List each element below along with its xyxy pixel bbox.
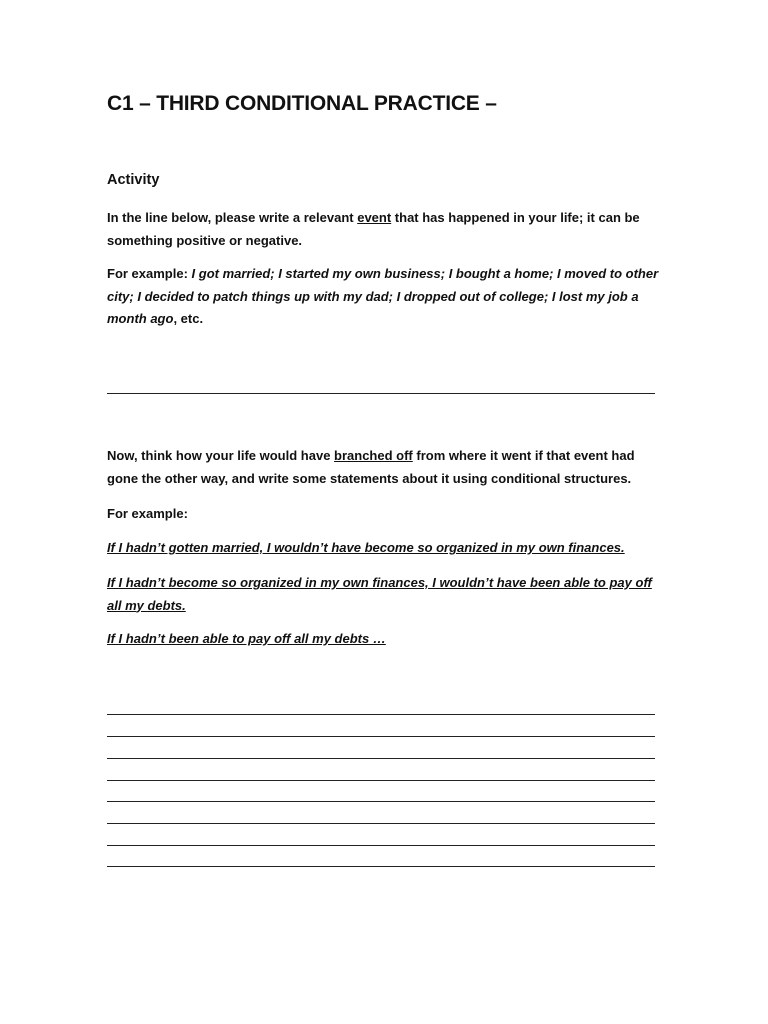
example-sentence-1: If I hadn’t gotten married, I wouldn’t have become so organized in my own finances. (107, 540, 625, 555)
example-events-text: I got married; I started my own business; I bought a home; I moved to other city; I decided to patch things up with my dad; I dropped out of college; I lost my job a month ago (107, 266, 659, 326)
instruction-branch-text-2: from where it went if that event had gone the other way, and write some statements about it using conditional structures. (107, 448, 635, 486)
section-heading: Activity (107, 172, 160, 188)
answer-line-3[interactable] (107, 758, 655, 759)
instruction-branch (107, 445, 667, 490)
page-title: C1 – THIRD CONDITIONAL PRACTICE – (107, 92, 497, 115)
answer-line-4[interactable] (107, 780, 655, 781)
answer-line-6[interactable] (107, 823, 655, 824)
example-sentence-2: If I hadn’t become so organized in my own finances, I wouldn’t have been able to pay off all my debts. (107, 575, 652, 613)
example-events-label: For example: (107, 266, 192, 281)
answer-line-8[interactable] (107, 866, 655, 867)
answer-line-5[interactable] (107, 801, 655, 802)
example-events-tail: , etc. (173, 311, 204, 326)
instruction-event (107, 207, 667, 252)
instruction-branch-keyword: branched off (334, 448, 413, 463)
example-sentence-3: If I hadn’t been able to pay off all my debts … (107, 631, 386, 646)
answer-line-2[interactable] (107, 736, 655, 737)
instruction-event-text-1: In the line below, please write a relevant (107, 210, 358, 225)
answer-line-1[interactable] (107, 714, 655, 715)
instruction-branch-text-1: Now, think how your life would have (107, 448, 335, 463)
example-label: For example: (107, 506, 188, 521)
instruction-event-keyword: event (357, 210, 392, 225)
example-events (107, 263, 667, 331)
answer-line-7[interactable] (107, 845, 655, 846)
instruction-event-text-2: that has happened in your life; it can be something positive or negative. (107, 210, 640, 248)
event-answer-line[interactable] (107, 393, 655, 394)
